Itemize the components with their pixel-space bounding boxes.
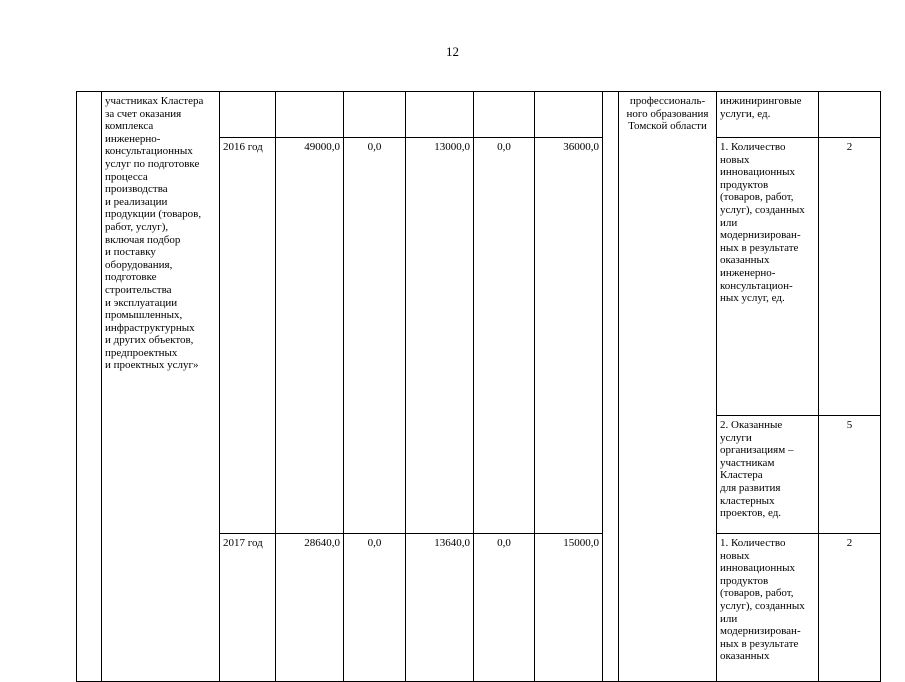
federal-cell: 0,0 xyxy=(344,138,406,534)
indicator-cell: 1. Количество новых инновационных продуктов (товаров, работ, услуг), созданных или модернизирован- ных в результате оказанных инженерно- консультацион- ных услуг, ед. xyxy=(717,138,819,416)
extra-budget-cell: 36000,0 xyxy=(535,138,603,534)
empty-cell xyxy=(535,92,603,138)
indicator-value: 2 xyxy=(819,138,881,416)
indicator-cell: инжиниринговые услуги, ед. xyxy=(717,92,819,138)
page-number: 12 xyxy=(446,44,459,59)
table-row xyxy=(77,92,881,138)
empty-cell xyxy=(603,92,619,682)
total-cell: 28640,0 xyxy=(276,534,344,682)
program-table xyxy=(76,91,881,682)
executor-cell: профессиональ- ного образования Томской области xyxy=(619,92,717,682)
regional-cell: 13000,0 xyxy=(406,138,474,534)
regional-cell: 13640,0 xyxy=(406,534,474,682)
empty-cell xyxy=(406,92,474,138)
year-cell: 2017 год xyxy=(220,534,276,682)
empty-cell xyxy=(474,92,535,138)
indicator-value: 2 xyxy=(819,534,881,682)
year-cell: 2016 год xyxy=(220,138,276,534)
indicator-cell: 2. Оказанные услуги организациям – участникам Кластера для развития кластерных проектов, ед. xyxy=(717,416,819,534)
indicator-value: 5 xyxy=(819,416,881,534)
federal-cell: 0,0 xyxy=(344,534,406,682)
index-cell xyxy=(77,92,102,682)
indicator-cell: 1. Количество новых инновационных продуктов (товаров, работ, услуг), созданных или модернизирован- ных в результате оказанных xyxy=(717,534,819,682)
empty-cell xyxy=(220,92,276,138)
total-cell: 49000,0 xyxy=(276,138,344,534)
empty-cell xyxy=(819,92,881,138)
local-cell: 0,0 xyxy=(474,138,535,534)
empty-cell xyxy=(276,92,344,138)
local-cell: 0,0 xyxy=(474,534,535,682)
measure-description: участниках Кластера за счет оказания комплекса инженерно- консультационных услуг по подготовке процесса производства и реализации продукции (товаров, работ, услуг), включая подбор и поставку оборудования, подготовке строительства и эксплуатации промышленных, инфраструктурных и других объектов, предпроектных и проектных услуг» xyxy=(102,92,220,682)
extra-budget-cell: 15000,0 xyxy=(535,534,603,682)
empty-cell xyxy=(344,92,406,138)
